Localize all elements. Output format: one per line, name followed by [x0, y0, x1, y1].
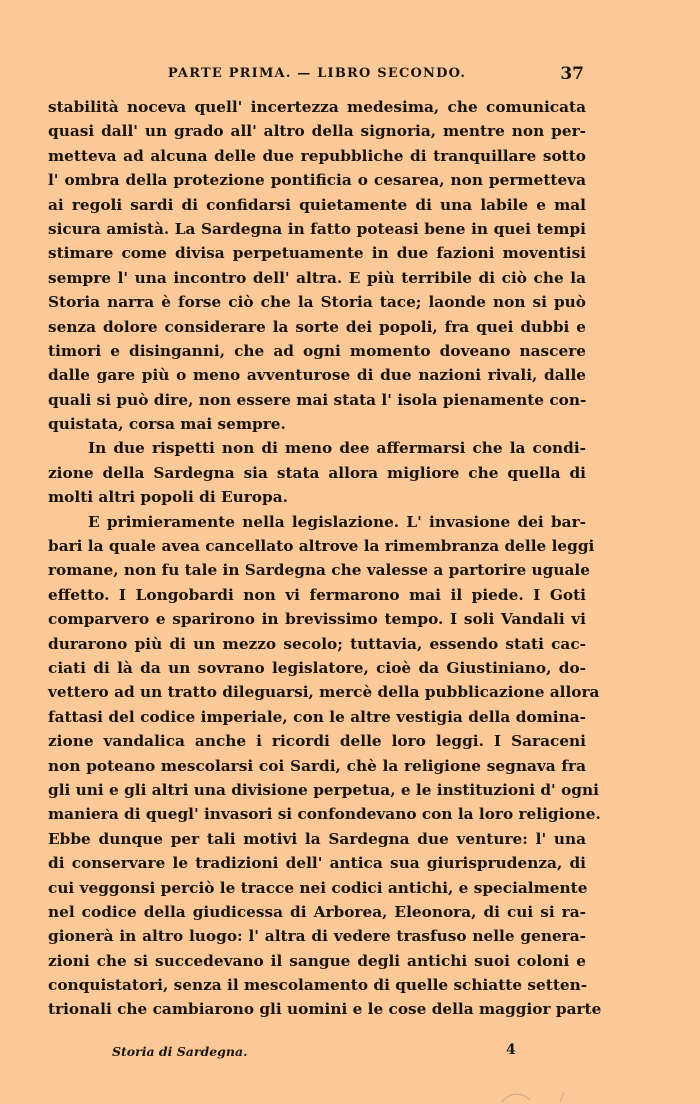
text-line: non poteano mescolarsi coi Sardi, chè la religione segnava fra [48, 756, 586, 775]
text-line: Storia narra è forse ciò che la Storia tace; laonde non si può [48, 293, 586, 312]
text-line: timori e disinganni, che ad ogni momento doveano nascere [48, 341, 586, 360]
text-line: cui veggonsi perciò le tracce nei codici antichi, e specialmente [48, 878, 588, 897]
page-footer [112, 1044, 532, 1064]
text-line: effetto. I Longobardi non vi fermarono mai il piede. I Goti [48, 585, 586, 604]
text-line: stabilità noceva quell' incertezza medesima, che comunicata [48, 98, 586, 116]
text-line: durarono più di un mezzo secolo; tuttavia, essendo stati cac- [48, 634, 586, 653]
paragraph-last-line: quistata, corsa mai sempre. [48, 415, 286, 434]
scan-smudge [500, 1090, 590, 1104]
text-line: trionali che cambiarono gli uomini e le cose della maggior parte [48, 1000, 602, 1019]
text-line: zioni che si succedevano il sangue degli antichi suoi coloni e [48, 951, 586, 970]
text-line: ciati di là da un sovrano legislatore, cioè da Giustiniano, do- [48, 658, 586, 677]
text-line: zione della Sardegna sia stata allora migliore che quella di [48, 463, 586, 482]
footer-book-title: Storia di Sardegna. [112, 1044, 248, 1059]
paragraph-first-line: E primieramente nella legislazione. L' invasione dei bar- [88, 512, 586, 531]
running-head [48, 64, 586, 86]
text-line: sicura amistà. La Sardegna in fatto poteasi bene in quei tempi [48, 219, 586, 238]
text-line: fattasi del codice imperiale, con le altre vestigia della domina- [48, 707, 586, 726]
text-line: gli uni e gli altri una divisione perpetua, e le instituzioni d' ogni [48, 780, 599, 799]
running-title: PARTE PRIMA. — LIBRO SECONDO. [167, 66, 467, 81]
text-line: sempre l' una incontro dell' altra. E più terribile di ciò che la [48, 268, 586, 287]
signature-mark: 4 [506, 1042, 516, 1058]
text-line: vettero ad un tratto dileguarsi, mercè della pubblicazione allora [48, 683, 600, 702]
text-line: maniera di quegl' invasori si confondevano con la loro religione. [48, 805, 601, 824]
text-line: bari la quale avea cancellato altrove la rimembranza delle leggi [48, 537, 595, 556]
page-number: 37 [560, 64, 584, 84]
text-line: dalle gare più o meno avventurose di due nazioni rivali, dalle [48, 366, 586, 385]
text-line: metteva ad alcuna delle due repubbliche di tranquillare sotto [48, 146, 586, 165]
text-line: nel codice della giudicessa di Arborea, Eleonora, di cui si ra- [48, 902, 586, 921]
text-line: ai regoli sardi di confidarsi quietamente di una labile e mal [48, 195, 586, 214]
text-line: quali si può dire, non essere mai stata l' isola pienamente con- [48, 390, 587, 409]
text-line: comparvero e sparirono in brevissimo tempo. I soli Vandali vi [48, 610, 586, 629]
text-line: gionerà in altro luogo: l' altra di vedere trasfuso nelle genera- [48, 927, 586, 946]
text-line: senza dolore considerare la sorte dei popoli, fra quei dubbi e [48, 317, 586, 336]
paragraph-first-line: In due rispetti non di meno dee affermarsi che la condi- [88, 439, 586, 458]
text-line: romane, non fu tale in Sardegna che valesse a partorire uguale [48, 561, 590, 580]
text-line: conquistatori, senza il mescolamento di quelle schiatte setten- [48, 976, 588, 995]
text-line: di conservare le tradizioni dell' antica sua giurisprudenza, di [48, 854, 586, 873]
text-line: stimare come divisa perpetuamente in due fazioni moventisi [48, 244, 586, 263]
body-text [48, 95, 602, 1022]
paragraph-last-line: molti altri popoli di Europa. [48, 488, 288, 507]
text-line: Ebbe dunque per tali motivi la Sardegna due venture: l' una [48, 829, 586, 848]
text-line: l' ombra della protezione pontificia o cesarea, non permetteva [48, 171, 586, 190]
text-line: quasi dall' un grado all' altro della signoria, mentre non per- [48, 122, 586, 141]
text-line: zione vandalica anche i ricordi delle loro leggi. I Saraceni [48, 732, 586, 751]
